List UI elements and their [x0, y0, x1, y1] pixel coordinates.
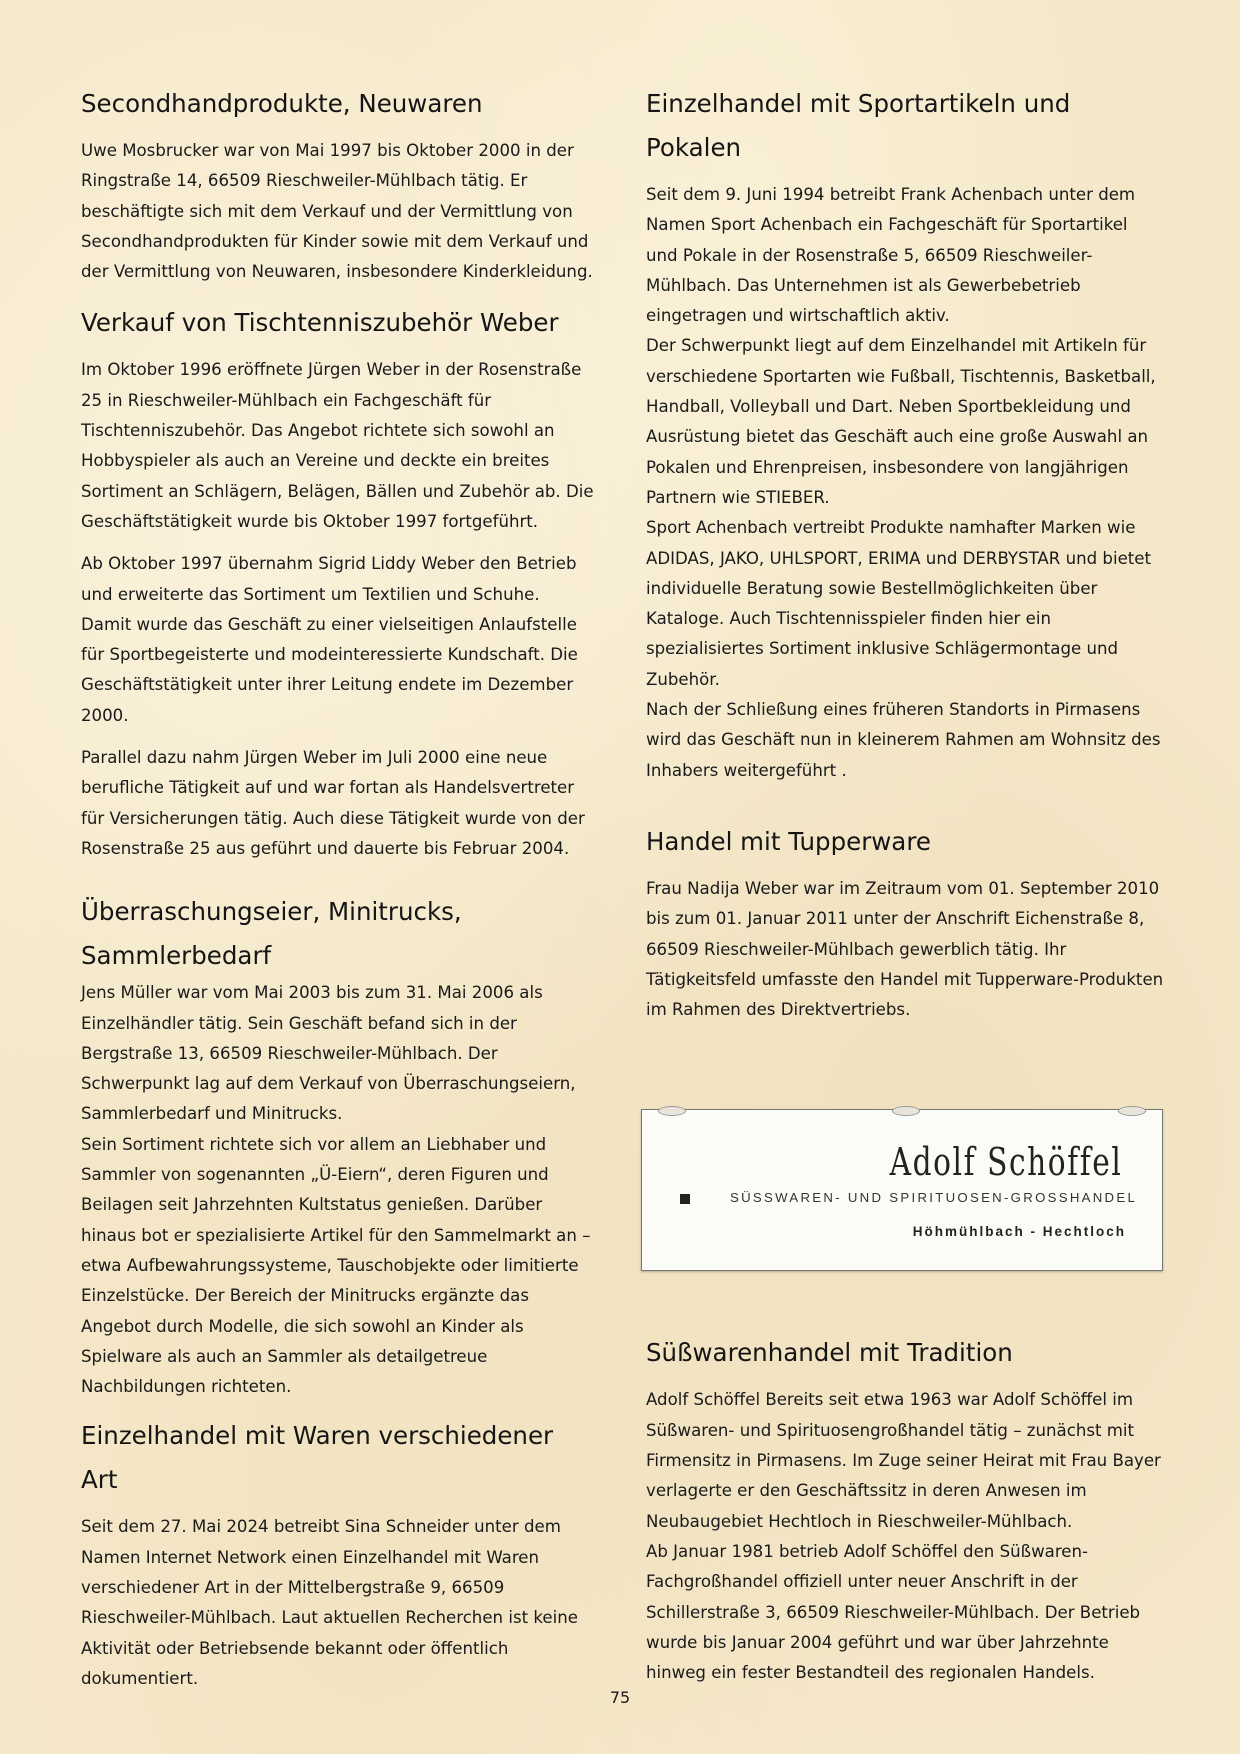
paragraph-ueberraschungseier-2: Sein Sortiment richtete sich vor allem an Liebhaber und Sammler von sogenannten „Ü-Eiern“, deren Figuren und Beilagen seit Jahrzehnten Kultstatus genießen. Darüber hinaus bot er spezialisierte Artikel für den Sammelmarkt an – etwa Aufbewahrungssysteme, Tauschobjekte oder limitierte Einzelstücke. Der Bereich der Minitrucks ergänzte das Angebot durch Modelle, die sich sowohl an Kinder als Spielware als auch an Sammler als detailgetreue Nachbildungen richteten.	[81, 1134, 591, 1397]
letterhead-subtitle: SÜSSWAREN- UND SPIRITUOSEN-GROSSHANDEL	[730, 1190, 1138, 1206]
company-letterhead-image	[641, 1109, 1163, 1271]
page-number: 75	[609, 1688, 631, 1707]
paragraph-suesswarenhandel-1: Adolf Schöffel Bereits seit etwa 1963 war Adolf Schöffel im Süßwaren- und Spirituosengroßhandel tätig – zunächst mit Firmensitz in Pirmasens. Im Zuge seiner Heirat mit Frau Bayer verlagerte er den Geschäftssitz in deren Anwesen im Neubaugebiet Hechtloch in Rieschweiler-Mühlbach.	[646, 1390, 1161, 1531]
left-column	[81, 82, 594, 1694]
letterhead-company-name: Adolf Schöffel	[889, 1140, 1122, 1185]
paragraph-tischtennis-1: Im Oktober 1996 eröffnete Jürgen Weber in der Rosenstraße 25 in Rieschweiler-Mühlbach ein Fachgeschäft für Tischtenniszubehör. Das Angebot richtete sich sowohl an Hobbyspieler als auch an Vereine und deckte ein breites Sortiment an Schlägern, Belägen, Bällen und Zubehör ab. Die Geschäftstätigkeit wurde bis Oktober 1997 fortgeführt.	[81, 360, 594, 531]
heading-einzelhandel-waren: Einzelhandel mit Waren verschiedener Art	[81, 1421, 554, 1495]
paragraph-sportartikel-2: Der Schwerpunkt liegt auf dem Einzelhandel mit Artikeln für verschiedene Sportarten wie Fußball, Tischtennis, Basketball, Handball, Volleyball und Dart. Neben Sportbekleidung und Ausrüstung bietet das Geschäft auch eine große Auswahl an Pokalen und Ehrenpreisen, insbesondere von langjährigen Partnern wie STIEBER.	[646, 336, 1156, 507]
letterhead-tab-left	[658, 1106, 686, 1116]
paragraph-tischtennis-2: Ab Oktober 1997 übernahm Sigrid Liddy Weber den Betrieb und erweiterte das Sortiment um Textilien und Schuhe. Damit wurde das Geschäft zu einer vielseitigen Anlaufstelle für Sportbegeisterte und modeinteressierte Kundschaft. Die Geschäftstätigkeit unter ihrer Leitung endete im Dezember 2000.	[81, 554, 578, 725]
paragraph-tupperware: Frau Nadija Weber war im Zeitraum vom 01. September 2010 bis zum 01. Januar 2011 unter der Anschrift Eichenstraße 8, 66509 Rieschweiler-Mühlbach gewerblich tätig. Ihr Tätigkeitsfeld umfasste den Handel mit Tupperware-Produkten im Rahmen des Direktvertriebs.	[646, 878, 1164, 1020]
letterhead-tab-right	[1118, 1106, 1146, 1116]
heading-tischtennis: Verkauf von Tischtenniszubehör Weber	[81, 308, 559, 338]
paragraph-einzelhandel-waren: Seit dem 27. Mai 2024 betreibt Sina Schneider unter dem Namen Internet Network einen Einzelhandel mit Waren verschiedener Art in der Mittelbergstraße 9, 66509 Rieschweiler-Mühlbach. Laut aktuellen Recherchen ist keine Aktivität oder Betriebsende bekannt oder öffentlich dokumentiert.	[81, 1517, 578, 1688]
heading-suesswarenhandel: Süßwarenhandel mit Tradition	[646, 1338, 1013, 1368]
paragraph-tischtennis-3: Parallel dazu nahm Jürgen Weber im Juli 2000 eine neue berufliche Tätigkeit auf und war fortan als Handelsvertreter für Versicherungen tätig. Auch diese Tätigkeit wurde von der Rosenstraße 25 aus geführt und dauerte bis Februar 2004.	[81, 748, 585, 858]
letterhead-bullet-icon	[680, 1194, 690, 1204]
heading-sportartikel: Einzelhandel mit Sportartikeln und Pokalen	[646, 89, 1071, 162]
letterhead-tab-middle	[892, 1106, 920, 1116]
right-column	[646, 82, 1164, 1688]
paragraph-ueberraschungseier-1: Jens Müller war vom Mai 2003 bis zum 31. Mai 2006 als Einzelhändler tätig. Sein Geschäft befand sich in der Bergstraße 13, 66509 Rieschweiler-Mühlbach. Der Schwerpunkt lag auf dem Verkauf von Überraschungseiern, Sammlerbedarf und Minitrucks.	[81, 983, 576, 1124]
letterhead-place: Höhmühlbach - Hechtloch	[912, 1224, 1126, 1240]
paragraph-sportartikel-1: Seit dem 9. Juni 1994 betreibt Frank Achenbach unter dem Namen Sport Achenbach ein Fachgeschäft für Sportartikel und Pokale in der Rosenstraße 5, 66509 Rieschweiler-Mühlbach. Das Unternehmen ist als Gewerbebetrieb eingetragen und wirtschaftlich aktiv.	[646, 185, 1136, 326]
heading-tupperware: Handel mit Tupperware	[646, 826, 931, 856]
paragraph-sportartikel-4: Nach der Schließung eines früheren Standorts in Pirmasens wird das Geschäft nun in kleinerem Rahmen am Wohnsitz des Inhabers weitergeführt .	[646, 700, 1161, 780]
paragraph-secondhand: Uwe Mosbrucker war von Mai 1997 bis Oktober 2000 in der Ringstraße 14, 66509 Rieschweiler-Mühlbach tätig. Er beschäftigte sich mit dem Verkauf und der Vermittlung von Secondhandprodukten für Kinder sowie mit dem Verkauf und der Vermittlung von Neuwaren, insbesondere Kinderkleidung.	[81, 141, 593, 282]
heading-ueberraschungseier: Überraschungseier, Minitrucks, Sammlerbedarf	[81, 897, 462, 971]
heading-secondhandprodukte: Secondhandprodukte, Neuwaren	[81, 89, 483, 118]
paragraph-suesswarenhandel-2: Ab Januar 1981 betrieb Adolf Schöffel den Süßwaren-Fachgroßhandel offiziell unter neuer Anschrift in der Schillerstraße 3, 66509 Rieschweiler-Mühlbach. Der Betrieb wurde bis Januar 2004 geführt und war über Jahrzehnte hinweg ein fester Bestandteil des regionalen Handels.	[646, 1541, 1141, 1683]
paragraph-sportartikel-3: Sport Achenbach vertreibt Produkte namhafter Marken wie ADIDAS, JAKO, UHLSPORT, ERIMA und DERBYSTAR und bietet individuelle Beratung sowie Bestellmöglichkeiten über Kataloge. Auch Tischtennisspieler finden hier ein spezialisiertes Sortiment inklusive Schlägermontage und Zubehör.	[646, 518, 1152, 689]
